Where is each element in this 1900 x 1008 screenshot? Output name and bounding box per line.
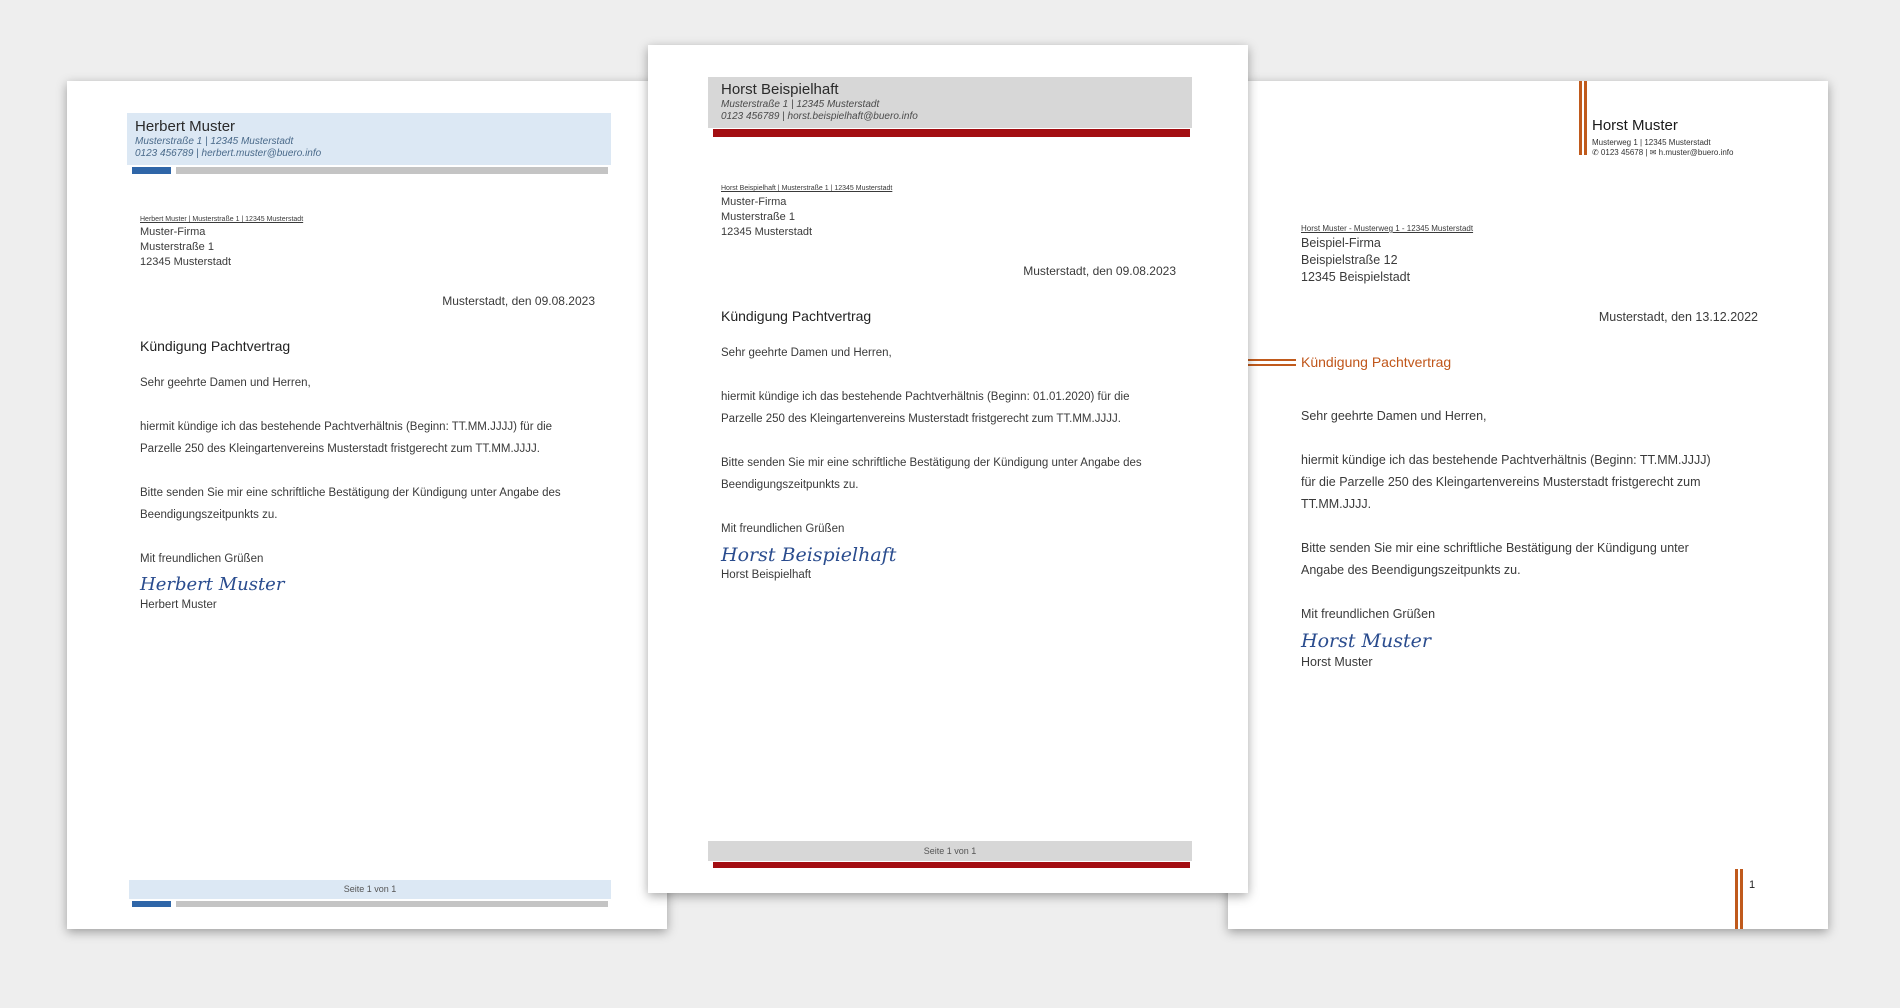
sender-line: Herbert Muster | Musterstraße 1 | 12345 Musterstadt <box>140 216 304 223</box>
footer-accent-bar <box>132 901 171 907</box>
body-line: Bitte senden Sie mir eine schriftliche Bestätigung der Kündigung unter Angabe des <box>721 457 1142 469</box>
salutation: Sehr geehrte Damen und Herren, <box>1301 409 1487 423</box>
footer-page-number: Seite 1 von 1 <box>923 846 977 856</box>
recipient-line: Musterstraße 1 <box>140 241 214 253</box>
header-vertical-line <box>1584 81 1587 155</box>
header-name: Horst Muster <box>1592 117 1678 134</box>
body-line: Parzelle 250 des Kleingartenvereins Musterstadt fristgerecht zum TT.MM.JJJJ. <box>721 413 1121 425</box>
header-contact: 0123 456789 | horst.beispielhaft@buero.info <box>721 111 918 122</box>
body-line: für die Parzelle 250 des Kleingartenvereins Musterstadt fristgerecht zum <box>1301 475 1701 489</box>
header-name: Herbert Muster <box>135 118 236 135</box>
recipient-line: 12345 Musterstadt <box>140 256 232 268</box>
body-line: TT.MM.JJJJ. <box>1301 497 1372 511</box>
recipient-line: Muster-Firma <box>721 196 787 208</box>
header-contact: ✆ 0123 45678 | ✉ h.muster@buero.info <box>1592 148 1734 157</box>
footer-vertical-line <box>1735 869 1738 929</box>
letter-date: Musterstadt, den 09.08.2023 <box>442 294 595 308</box>
signer-name: Horst Muster <box>1301 655 1373 669</box>
header-accent-bar <box>713 129 1190 137</box>
body-line: Beendigungszeitpunkts zu. <box>140 509 278 521</box>
header-address: Musterstraße 1 | 12345 Musterstadt <box>135 136 294 147</box>
header-address: Musterweg 1 | 12345 Musterstadt <box>1592 138 1711 147</box>
recipient-line: Beispielstraße 12 <box>1301 253 1398 267</box>
body-line: Bitte senden Sie mir eine schriftliche Bestätigung der Kündigung unter Angabe des <box>140 487 561 499</box>
body-line: Parzelle 250 des Kleingartenvereins Musterstadt fristgerecht zum TT.MM.JJJJ. <box>140 443 540 455</box>
header-name: Horst Beispielhaft <box>721 81 839 98</box>
body-line: hiermit kündige ich das bestehende Pachtverhältnis (Beginn: TT.MM.JJJJ) für die <box>140 421 553 433</box>
header-vertical-line <box>1579 81 1582 155</box>
letter-date: Musterstadt, den 09.08.2023 <box>1023 264 1176 278</box>
body-line: Beendigungszeitpunkts zu. <box>721 479 859 491</box>
body-line: Bitte senden Sie mir eine schriftliche Bestätigung der Kündigung unter <box>1301 541 1689 555</box>
recipient-line: Musterstraße 1 <box>721 211 795 223</box>
footer-page-number: 1 <box>1749 879 1756 891</box>
footer-page-number: Seite 1 von 1 <box>343 884 397 894</box>
recipient-line: 12345 Beispielstadt <box>1301 270 1411 284</box>
salutation: Sehr geehrte Damen und Herren, <box>140 377 311 389</box>
footer-accent-bar <box>713 862 1190 868</box>
letter-page-1 <box>67 81 667 929</box>
footer-vertical-line <box>1740 869 1743 929</box>
subject-marker-line <box>1246 364 1296 366</box>
header-grey-bar <box>176 167 608 174</box>
recipient-line: Beispiel-Firma <box>1301 236 1381 250</box>
letter-subject: Kündigung Pachtvertrag <box>1301 354 1452 370</box>
header-address: Musterstraße 1 | 12345 Musterstadt <box>721 99 880 110</box>
sender-line: Horst Muster - Musterweg 1 - 12345 Musterstadt <box>1301 224 1474 233</box>
letter-page-3 <box>1228 81 1828 929</box>
signer-name: Herbert Muster <box>140 599 217 611</box>
body-line: hiermit kündige ich das bestehende Pachtverhältnis (Beginn: 01.01.2020) für die <box>721 391 1130 403</box>
salutation: Sehr geehrte Damen und Herren, <box>721 347 892 359</box>
signature: Herbert Muster <box>140 574 285 595</box>
closing: Mit freundlichen Grüßen <box>1301 607 1436 621</box>
signature: Horst Beispielhaft <box>721 544 897 566</box>
letter-date: Musterstadt, den 13.12.2022 <box>1598 310 1758 324</box>
letter-subject: Kündigung Pachtvertrag <box>140 338 291 354</box>
letter-subject: Kündigung Pachtvertrag <box>721 308 872 324</box>
body-line: hiermit kündige ich das bestehende Pachtverhältnis (Beginn: TT.MM.JJJJ) <box>1301 453 1711 467</box>
footer-grey-bar <box>176 901 608 907</box>
body-line: Angabe des Beendigungszeitpunkts zu. <box>1301 563 1521 577</box>
subject-marker-line <box>1246 359 1296 361</box>
letter-page-2 <box>648 45 1248 893</box>
sender-line: Horst Beispielhaft | Musterstraße 1 | 12345 Musterstadt <box>721 185 893 192</box>
recipient-line: 12345 Musterstadt <box>721 226 813 238</box>
closing: Mit freundlichen Grüßen <box>140 553 264 565</box>
signature: Horst Muster <box>1301 630 1431 652</box>
header-accent-bar <box>132 167 171 174</box>
recipient-line: Muster-Firma <box>140 226 206 238</box>
closing: Mit freundlichen Grüßen <box>721 523 845 535</box>
header-contact: 0123 456789 | herbert.muster@buero.info <box>135 148 322 159</box>
signer-name: Horst Beispielhaft <box>721 569 812 581</box>
